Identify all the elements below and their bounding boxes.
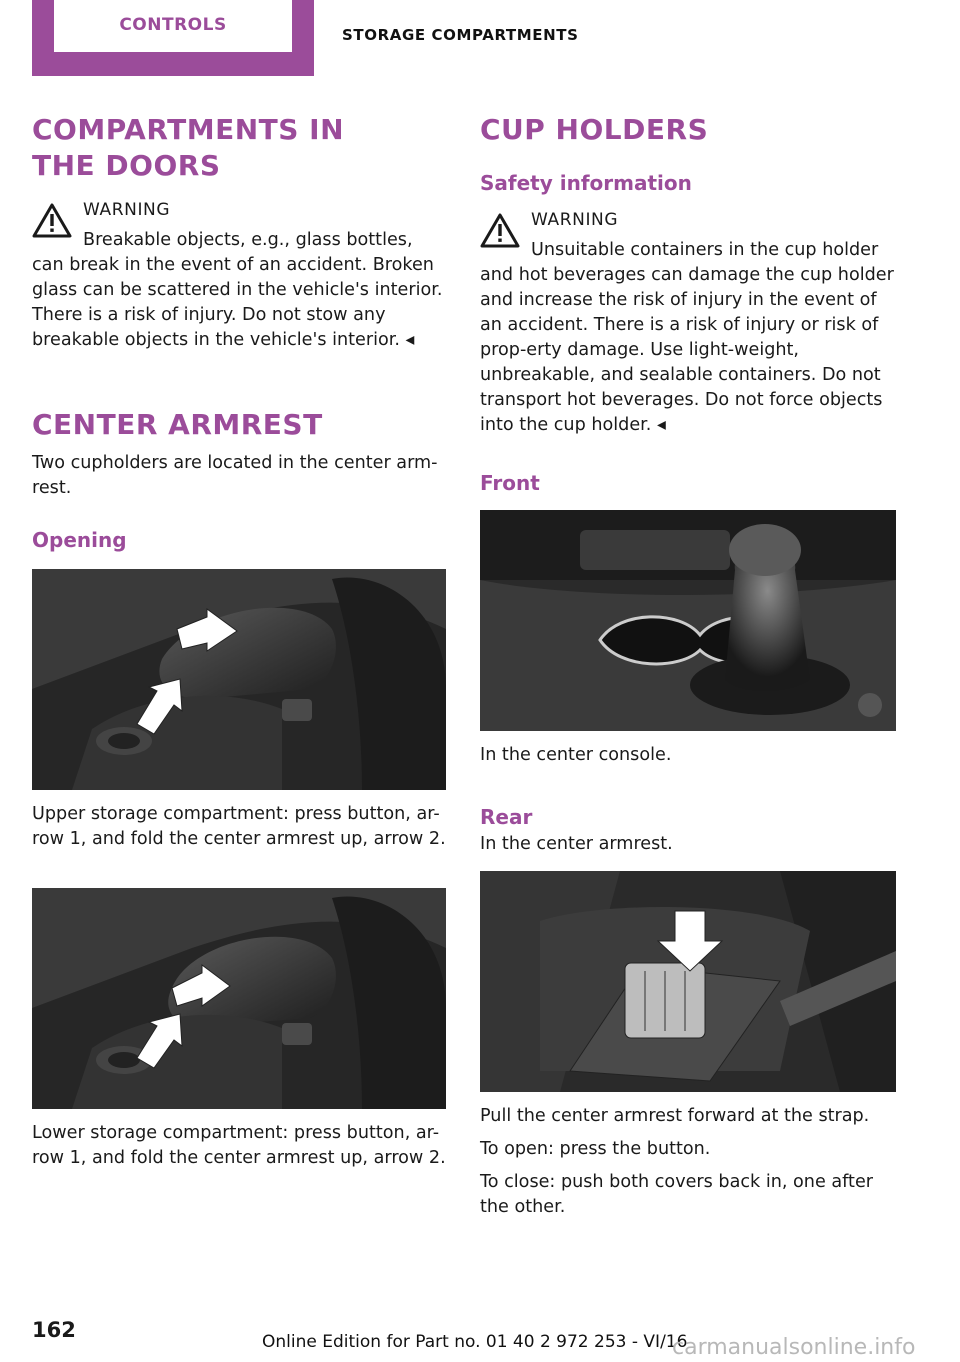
front-caption: In the center console. — [480, 745, 672, 765]
watermark: carmanualsonline.info — [672, 1335, 916, 1360]
page-number: 162 — [32, 1318, 76, 1342]
warning-text: Unsuitable containers in the cup holder and hot beverages can damage the cup holder and increase the risk of injury in the event of an accident. There is a risk of injury or risk of prop-erty damage. Use light-weight, unbreakable, and sealable containers. Do not transport hot beverages. Do not force objects into the cup holder. ◂ — [480, 240, 894, 435]
lower-caption: Lower storage compartment: press button, ar-row 1, and fold the center armrest up, arrow 2. — [32, 1123, 446, 1168]
rear-text: In the center armrest. — [480, 834, 673, 854]
left-column — [32, 112, 446, 1171]
doors-warning — [32, 198, 446, 353]
section-label: STORAGE COMPARTMENTS — [342, 26, 579, 44]
doors-title: COMPARTMENTS IN THE DOORS — [32, 113, 345, 182]
armrest-title: CENTER ARMREST — [32, 408, 323, 441]
edition-note: Online Edition for Part no. 01 40 2 972 253 - VI/16 — [262, 1332, 688, 1352]
cup-warning — [480, 208, 896, 438]
lower-compartment-figure — [32, 888, 446, 1109]
rear-step-close: To close: push both covers back in, one after the other. — [480, 1172, 873, 1217]
rear-step-open: To open: press the button. — [480, 1139, 711, 1159]
upper-compartment-figure — [32, 569, 446, 790]
warning-icon — [480, 212, 520, 248]
opening-title: Opening — [32, 528, 127, 552]
chapter-label: CONTROLS — [54, 0, 292, 52]
warning-icon — [32, 202, 72, 238]
rear-title: Rear — [480, 805, 533, 829]
rear-cupholder-figure — [480, 871, 896, 1092]
armrest-text: Two cupholders are located in the center arm-rest. — [32, 453, 438, 498]
header-tab — [32, 0, 314, 76]
warning-text: Breakable objects, e.g., glass bottles, can break in the event of an accident. Broken glass can be scattered in the vehicle's interior. There is a risk of injury. Do not stow any breakable objects in the vehicle's interior. ◂ — [32, 230, 443, 350]
warning-title: WARNING — [83, 200, 171, 220]
front-title: Front — [480, 471, 540, 495]
cup-holders-title: CUP HOLDERS — [480, 113, 709, 146]
safety-title: Safety information — [480, 171, 692, 195]
front-cupholder-figure — [480, 510, 896, 731]
right-column — [480, 112, 896, 1220]
rear-step-pull: Pull the center armrest forward at the strap. — [480, 1106, 870, 1126]
warning-title: WARNING — [531, 210, 619, 230]
upper-caption: Upper storage compartment: press button, ar-row 1, and fold the center armrest up, arrow 2. — [32, 804, 446, 849]
